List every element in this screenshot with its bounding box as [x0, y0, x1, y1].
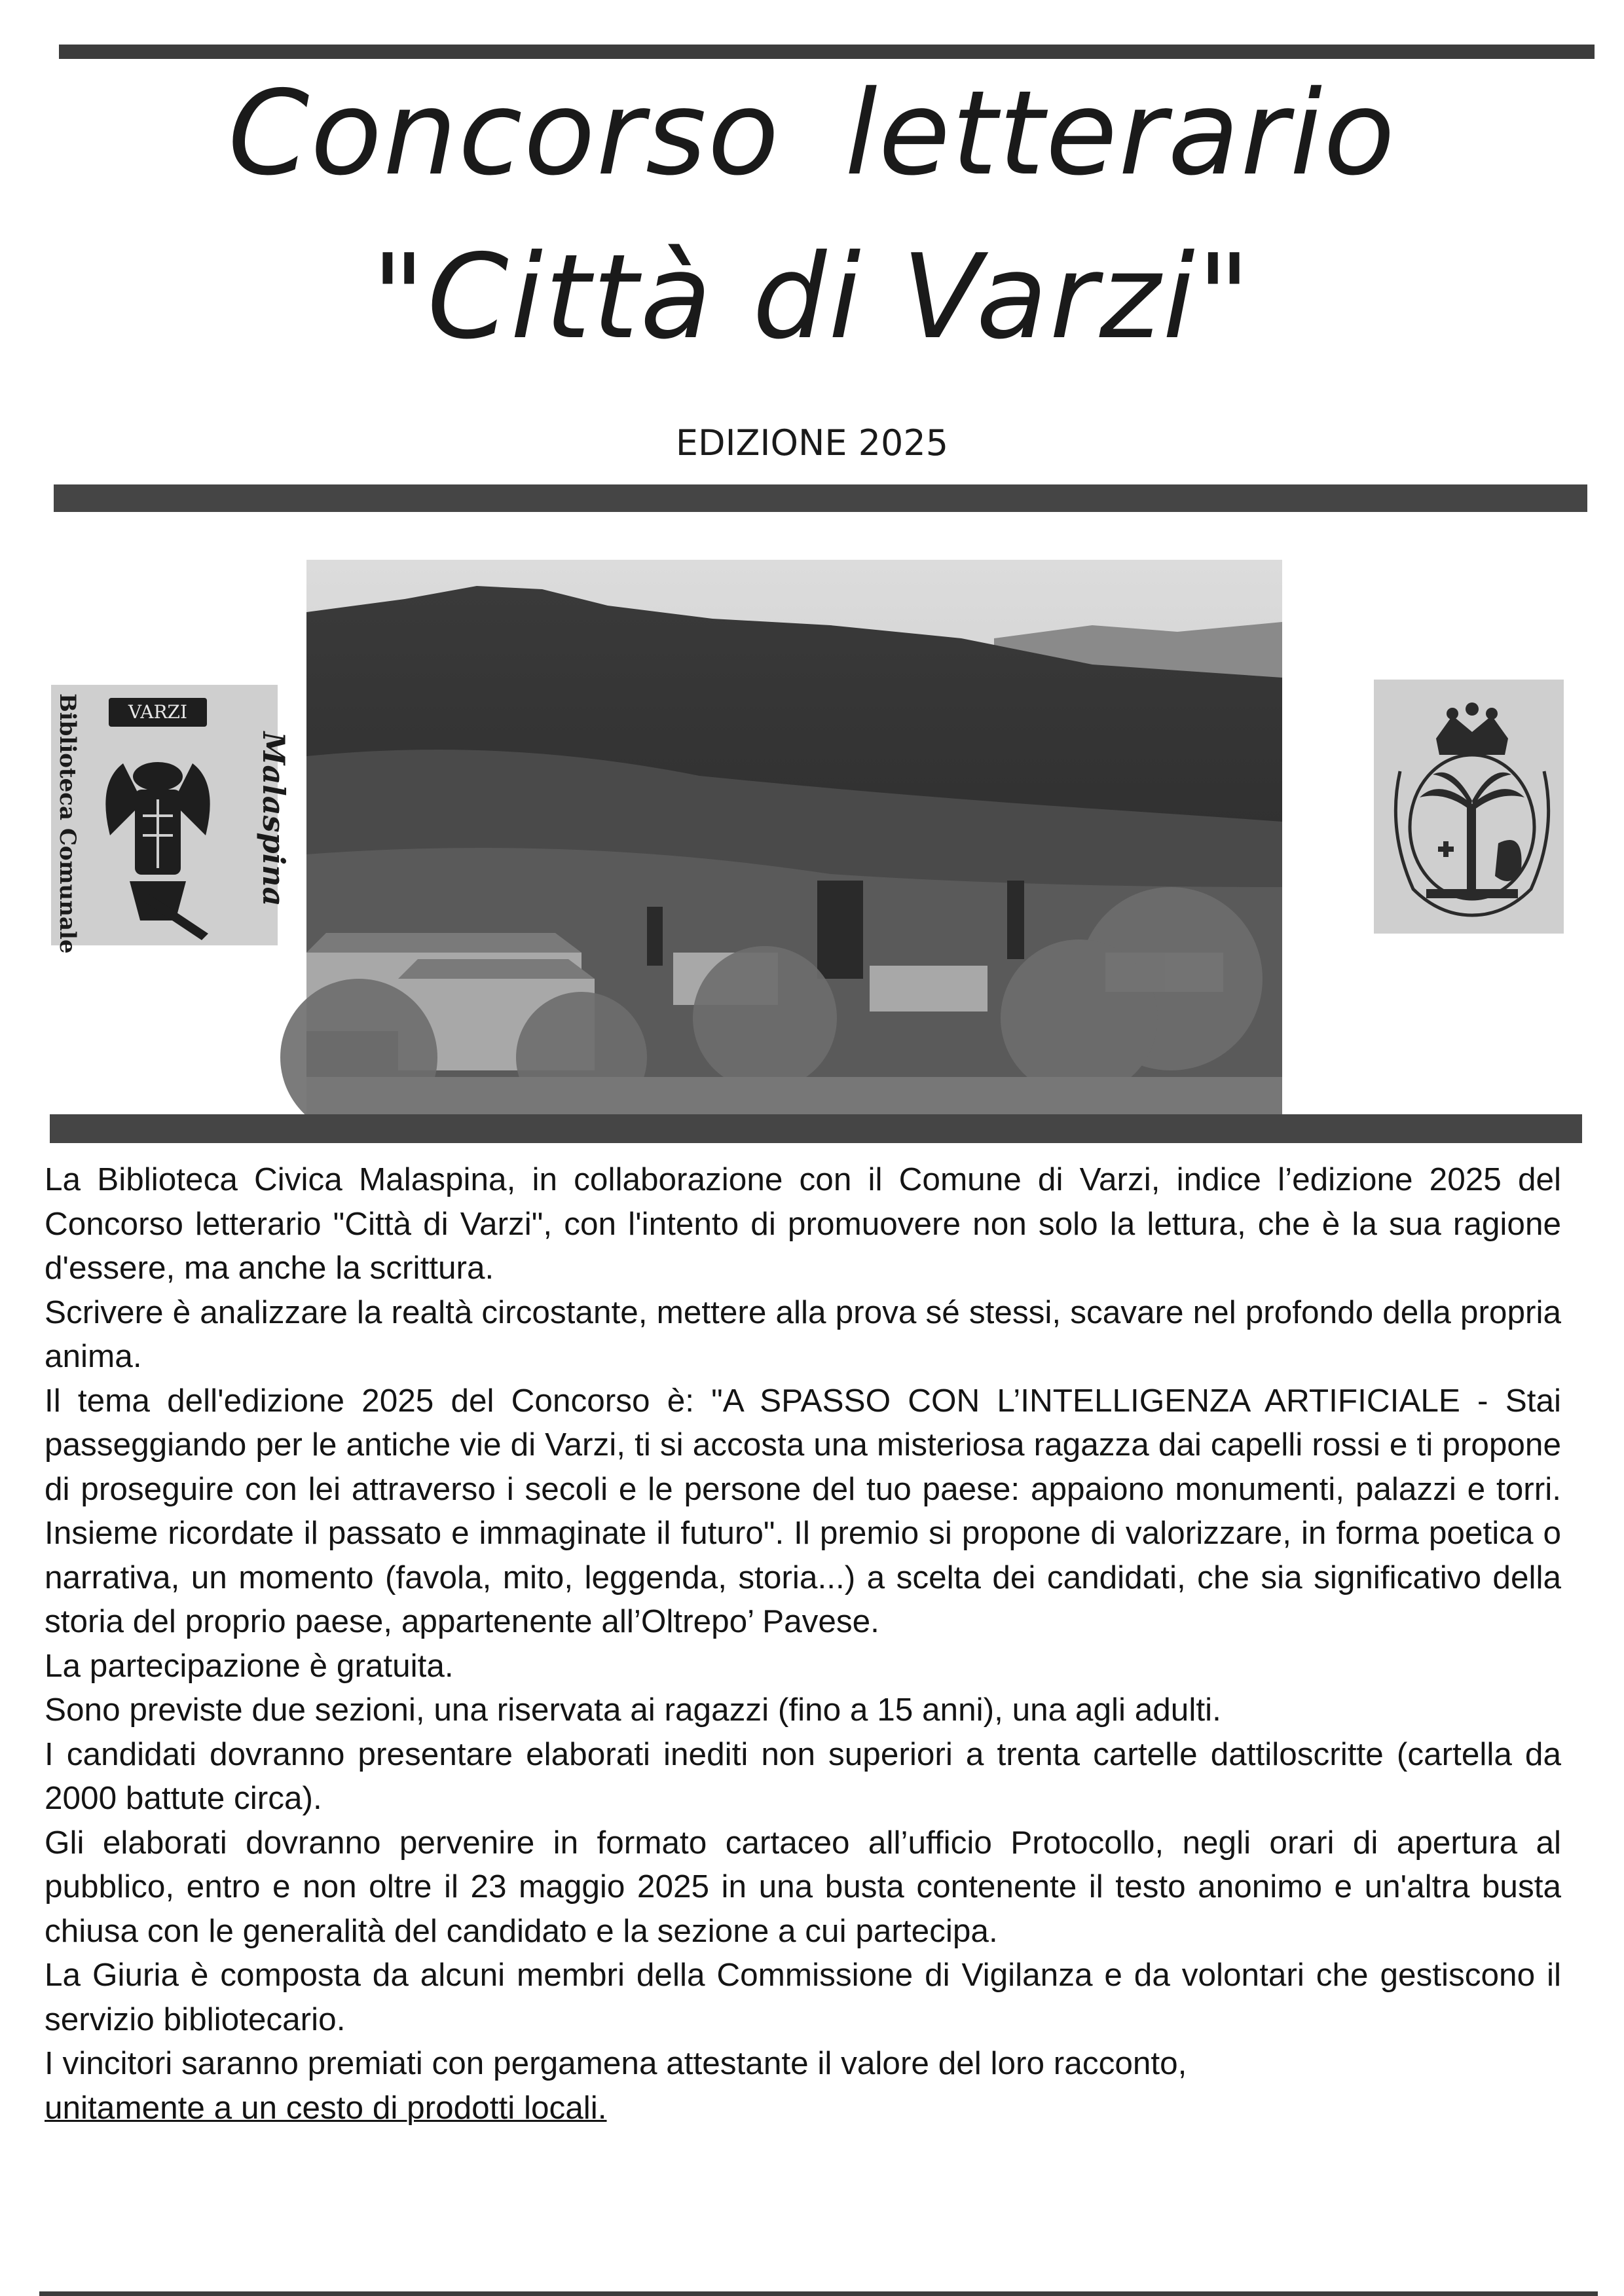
paragraph-submission-length: I candidati dovranno presentare elaborati inediti non superiori a trenta cartelle dattiloscritte (cartella da 2000 battute circa).: [45, 1736, 1561, 1816]
library-logo-varzi-label: VARZI: [109, 698, 207, 727]
announcement-body: [45, 1157, 1561, 2130]
library-logo-malaspina-text: Malaspina: [256, 731, 291, 907]
paragraph-prizes-end: [45, 2086, 1561, 2130]
varzi-coat-of-arms: [1374, 680, 1564, 934]
edition-label: EDIZIONE 2025: [675, 422, 949, 464]
paragraph-prizes: I vincitori saranno premiati con pergamena attestante il valore del loro racconto,: [45, 2045, 1187, 2081]
paragraph-jury: La Giuria è composta da alcuni membri della Commissione di Vigilanza e da volontari che gestiscono il servizio bibliotecario.: [45, 1957, 1561, 2037]
paragraph-free-participation: La partecipazione è gratuita.: [45, 1647, 454, 1684]
photo-rule: [50, 1114, 1582, 1143]
top-rule: [59, 45, 1595, 59]
paragraph-intro: La Biblioteca Civica Malaspina, in collaborazione con il Comune di Varzi, indice l’edizione 2025 del Concorso letterario "Città di Varzi", con l'intento di promuovere non solo la lettura, che è la sua ragione d'essere, ma anche la scrittura.: [45, 1161, 1561, 1286]
title-line-1: Concorso letterario: [227, 65, 1397, 201]
library-logo-side-text: Biblioteca Comunale: [54, 693, 81, 954]
paragraph-writing: Scrivere è analizzare la realtà circostante, mettere alla prova sé stessi, scavare nel profondo della propria anima.: [45, 1294, 1561, 1374]
paragraph-theme: Il tema dell'edizione 2025 del Concorso è: "A SPASSO CON L’INTELLIGENZA ARTIFICIALE - Stai passeggiando per le antiche vie di Varzi, ti si accosta una misteriosa ragazza dai capelli rossi e ti propone di proseguire con lei attraverso i secoli e le persone del tuo paese: appaiono monumenti, palazzi e torri. Insieme ricordate il passato e immaginate il futuro". Il premio si propone di valorizzare, in forma poetica o narrativa, un momento (favola, mito, leggenda, storia...) a scelta dei candidati, che sia significativo della storia del proprio paese, appartenente all’Oltrepo’ Pavese.: [45, 1382, 1561, 1639]
palm-lion-crest-icon: [1374, 680, 1564, 934]
title-line-2: "Città di Varzi": [371, 229, 1253, 365]
varzi-landscape-photo: [306, 560, 1282, 1116]
paragraph-sections: Sono previste due sezioni, una riservata ai ragazzi (fino a 15 anni), una agli adulti.: [45, 1692, 1221, 1728]
eagle-crest-icon: [51, 685, 278, 954]
header-rule: [54, 484, 1587, 512]
bottom-rule: [39, 2291, 1598, 2296]
prizes-last-line: unitamente a un cesto di prodotti locali.: [45, 2089, 607, 2126]
library-logo: [51, 685, 291, 954]
paragraph-submission-delivery: Gli elaborati dovranno pervenire in formato cartaceo all’ufficio Protocollo, negli orari di apertura al pubblico, entro e non oltre il 23 maggio 2025 in una busta contenente il testo anonimo e un'altra busta chiusa con le generalità del candidato e la sezione a cui partecipa.: [45, 1824, 1561, 1949]
